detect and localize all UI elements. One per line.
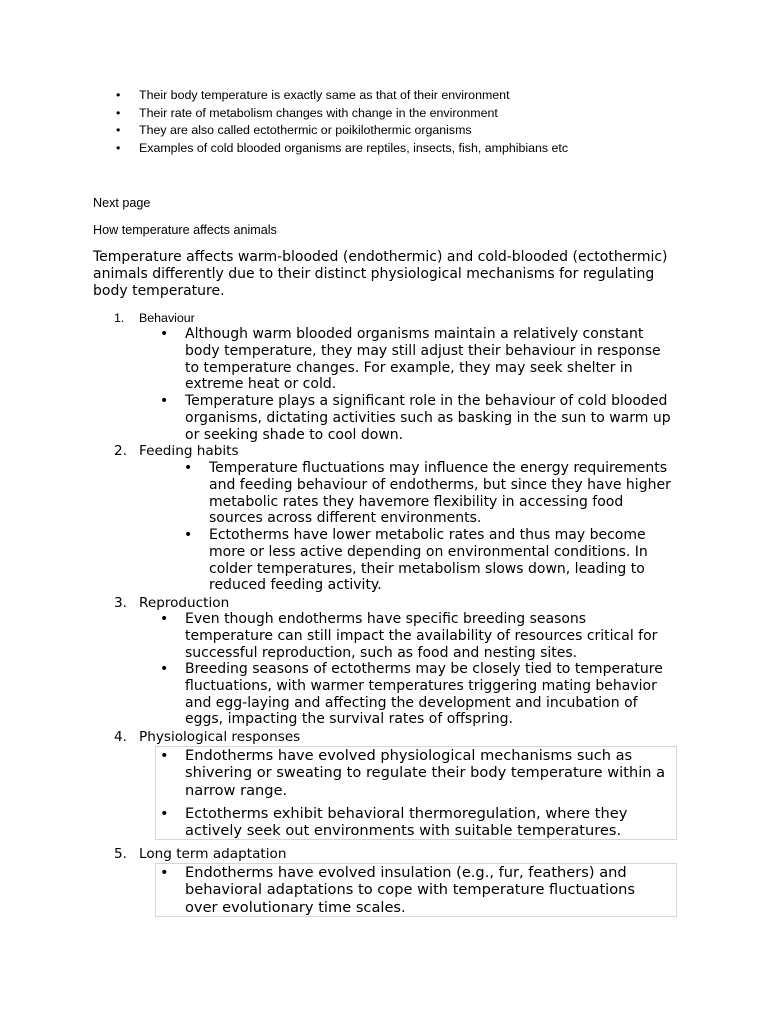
intro-paragraph: Temperature affects warm-blooded (endothermic) and cold-blooded (ectothermic) animals differently due to their distinct physiological mechanisms for regulating body temperature. [93,249,668,299]
bullet-icon: • [160,661,169,677]
bullet-icon: • [184,527,193,543]
bullet-icon: • [160,611,169,627]
document-page: • Their body temperature is exactly same as that of their environment • Their rate of metabolism changes with change in the environment • They are also called ectothermic or poikilothermic organisms • Examples of cold blooded organisms are reptiles, insects, fish, amphibians etc Next page How temperature affects animals Temperature affects warm-blooded (endothermic) and cold-blooded (ectothermic) animals differently due to their distinct physiological mechanisms for regulating body temperature. 1. Behaviour • Although warm blooded organisms maintain a relatively constant body temperature, they may still adjust their behaviour in response to temperature changes. For example, they may seek shelter in extreme heat or cold. • Temperature plays a significant role in the behaviour of cold blooded organisms, dictating activities such as basking in the sun to warm up or seeking shade to cool down. 2. Feeding habits • Temperature fluctuations may influence the energy requirements and feeding behaviour of endotherms, but since they have higher metabolic rates they havemore flexibility in accessing food sources across different environments. • Ectotherms have lower metabolic rates and thus may become more or less active depending on environmental conditions. In colder temperatures, their metabolism slows down, leading to reduced feeding activity. 3. Reproduction • Even though endotherms have specific breeding seasons temperature can still impact the availability of resources critical for successful reproduction, such as food and nesting sites. • Breeding seasons of ectotherms may be closely tied to temperature fluctuations, with warmer temperatures triggering mating behavior and egg-laying and affecting the development and incubation of eggs, impacting the survival rates of offspring. 4. Physiological responses • Endotherms have evolved physiological mechanisms such as shivering or sweating to regulate their body temperature within a narrow range. • Ectotherms exhibit behavioral thermoregulation, where they actively seek out environments with suitable temperatures. 5. Long term adaptation • Endotherms have evolved insulation (e.g., fur, feathers) and behavioral adaptations to cope with temperature fluctuations over evolutionary time scales. [0,0,768,1024]
bullet-icon: • [160,747,169,764]
bullet-icon: • [160,326,169,342]
bullet-icon: • [184,460,193,476]
bullet-icon: • [116,88,121,102]
bullet-icon: • [116,141,121,155]
next-page-label: Next page [93,196,151,210]
bullet-icon: • [160,393,169,409]
bullet-icon: • [116,123,121,137]
section-title: How temperature affects animals [93,223,277,237]
bullet-icon: • [160,864,169,881]
bullet-icon: • [116,106,121,120]
bullet-icon: • [160,805,169,822]
